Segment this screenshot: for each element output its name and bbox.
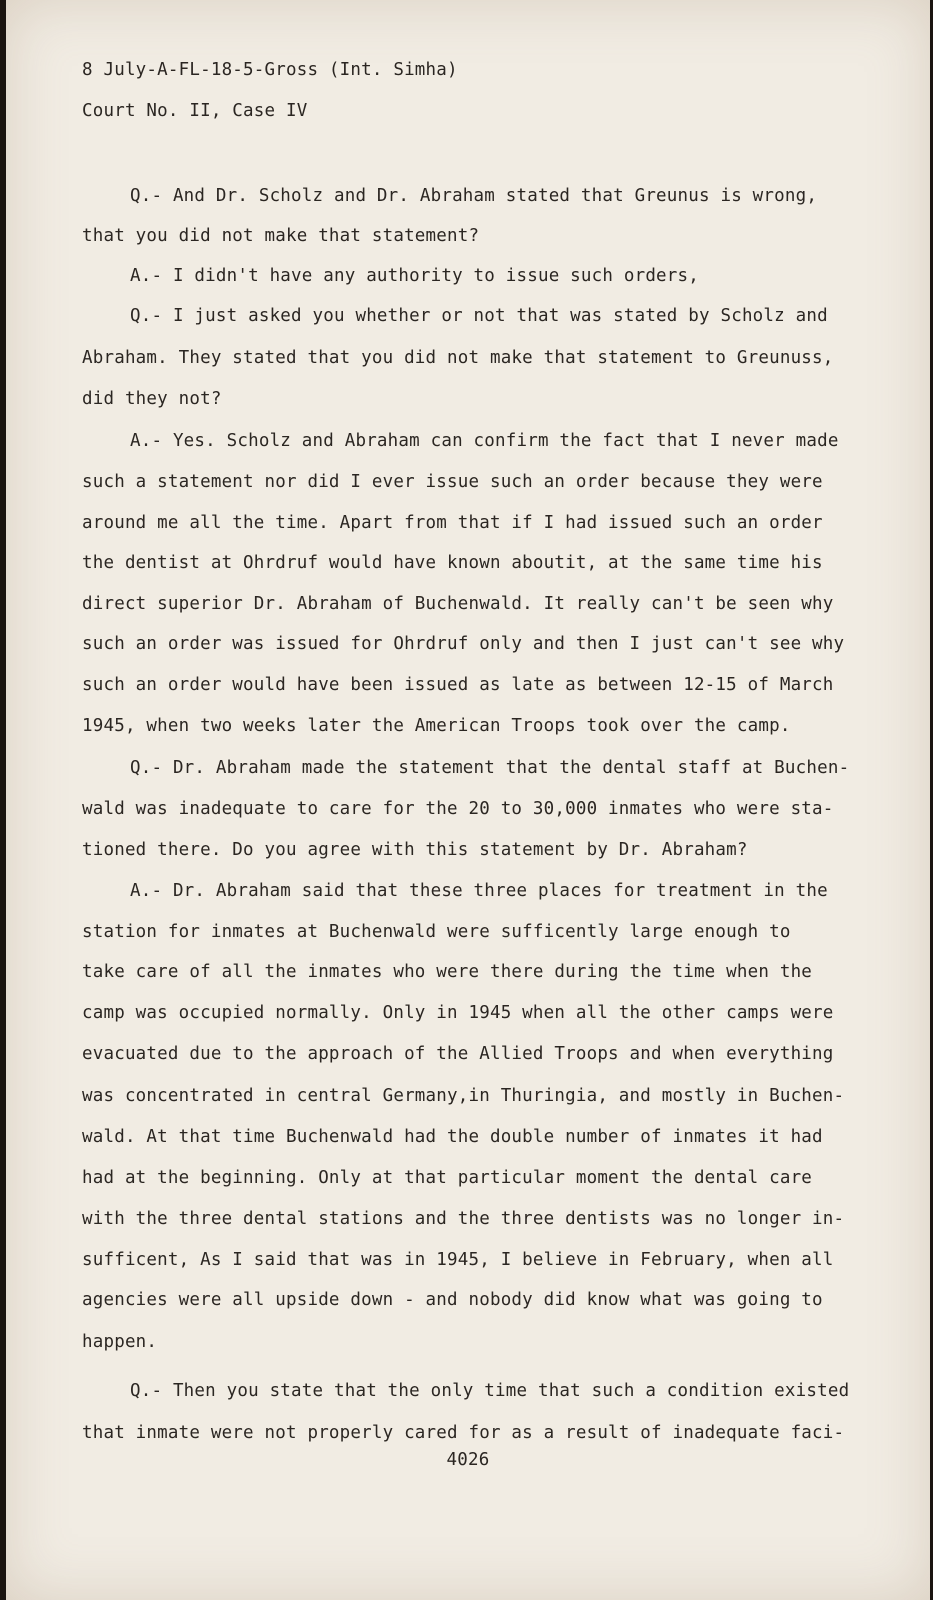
text-line: Q.- I just asked you whether or not that was stated by Scholz and [130, 306, 828, 326]
text-line: Q.- And Dr. Scholz and Dr. Abraham stated that Greunus is wrong, [130, 186, 818, 206]
text-line: did they not? [82, 389, 222, 409]
text-line: such an order would have been issued as late as between 12-15 of March [82, 675, 834, 695]
text-line: happen. [82, 1332, 158, 1352]
text-line: sufficent, As I said that was in 1945, I believe in February, when all [82, 1250, 834, 1270]
text-line: that inmate were not properly cared for as a result of inadequate faci- [82, 1423, 845, 1443]
text-line: that you did not make that statement? [82, 226, 480, 246]
text-line: wald was inadequate to care for the 20 to 30,000 inmates who were sta- [82, 799, 834, 819]
text-line: evacuated due to the approach of the Allied Troops and when everything [82, 1044, 834, 1064]
document-page [6, 0, 930, 1600]
text-line: camp was occupied normally. Only in 1945 when all the other camps were [82, 1003, 834, 1023]
text-line: wald. At that time Buchenwald had the double number of inmates it had [82, 1127, 823, 1147]
text-line: direct superior Dr. Abraham of Buchenwald. It really can't be seen why [82, 594, 834, 614]
text-line: A.- Yes. Scholz and Abraham can confirm the fact that I never made [130, 431, 839, 451]
text-line: take care of all the inmates who were there during the time when the [82, 962, 813, 982]
text-line: was concentrated in central Germany,in Thuringia, and mostly in Buchen- [82, 1086, 845, 1106]
text-line: tioned there. Do you agree with this statement by Dr. Abraham? [82, 840, 748, 860]
text-line: A.- Dr. Abraham said that these three places for treatment in the [130, 881, 828, 901]
text-line: Q.- Then you state that the only time that such a condition existed [130, 1381, 850, 1401]
text-line: with the three dental stations and the three dentists was no longer in- [82, 1209, 845, 1229]
text-line: station for inmates at Buchenwald were sufficently large enough to [82, 922, 791, 942]
text-line: such an order was issued for Ohrdruf only and then I just can't see why [82, 634, 845, 654]
text-line: A.- I didn't have any authority to issue such orders, [130, 266, 700, 286]
text-line: agencies were all upside down - and nobody did know what was going to [82, 1290, 823, 1310]
text-line: Q.- Dr. Abraham made the statement that the dental staff at Buchen- [130, 758, 850, 778]
header-court-case: Court No. II, Case IV [82, 101, 308, 121]
text-line: 1945, when two weeks later the American Troops took over the camp. [82, 716, 791, 736]
text-line: Abraham. They stated that you did not make that statement to Greunuss, [82, 348, 834, 368]
header-transcript-id: 8 July-A-FL-18-5-Gross (Int. Simha) [82, 60, 458, 80]
page-number: 4026 [446, 1450, 490, 1470]
text-line: such a statement nor did I ever issue such an order because they were [82, 472, 823, 492]
text-line: around me all the time. Apart from that if I had issued such an order [82, 513, 823, 533]
text-line: the dentist at Ohrdruf would have known aboutit, at the same time his [82, 553, 823, 573]
text-line: had at the beginning. Only at that particular moment the dental care [82, 1168, 813, 1188]
